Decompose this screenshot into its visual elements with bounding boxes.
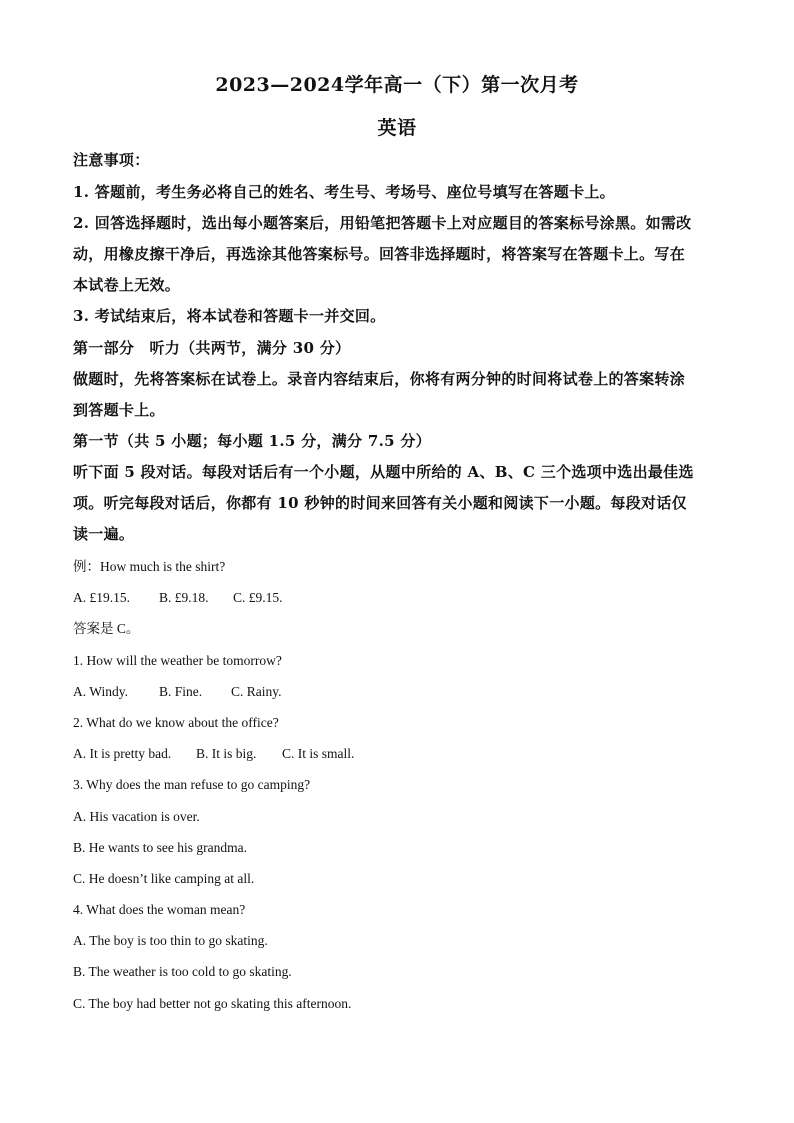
question-3-option-a: A. His vacation is over. — [73, 809, 200, 824]
question-2-option-c: C. It is small. — [282, 746, 355, 761]
question-1-option-b: B. Fine. — [159, 684, 203, 699]
example-option-c: C. £9.15. — [233, 590, 283, 605]
question-4-option-a: A. The boy is too thin to go skating. — [73, 933, 268, 948]
example-question: 例：How much is the shirt? — [73, 559, 226, 574]
question-2-option-b: B. It is big. — [196, 746, 257, 761]
question-3-option-b: B. He wants to see his grandma. — [73, 840, 247, 855]
question-4-option-c: C. The boy had better not go skating this afternoon. — [73, 996, 352, 1011]
notice-item-2-line-1: 2. 回答选择题时，选出每小题答案后，用铅笔把答题卡上对应题目的答案标号涂黑。如需改 — [73, 214, 692, 232]
question-1-option-c: C. Rainy. — [231, 684, 282, 699]
notice-heading: 注意事项： — [73, 151, 150, 169]
part1-instruction-line-1: 做题时，先将答案标在试卷上。录音内容结束后，你将有两分钟的时间将试卷上的答案转涂 — [73, 370, 686, 388]
question-1-option-a: A. Windy. — [73, 684, 128, 699]
question-2-options — [73, 744, 723, 764]
page-title: 2023—2024学年高一（下）第一次月考 — [215, 74, 579, 96]
section1-heading: 第一节（共 5 小题；每小题 1.5 分，满分 7.5 分） — [73, 432, 431, 450]
example-answer: 答案是 C。 — [73, 621, 140, 636]
notice-item-1: 1. 答题前，考生务必将自己的姓名、考生号、考场号、座位号填写在答题卡上。 — [73, 183, 615, 201]
example-option-a: A. £19.15. — [73, 590, 130, 605]
question-1-options — [73, 682, 723, 702]
example-options — [73, 588, 723, 608]
section1-instruction-line-3: 读一遍。 — [73, 525, 135, 543]
example-option-b: B. £9.18. — [159, 590, 209, 605]
section1-instruction-line-1: 听下面 5 段对话。每段对话后有一个小题，从题中所给的 A、B、C 三个选项中选出最佳选 — [73, 463, 694, 481]
question-3-option-c: C. He doesn’t like camping at all. — [73, 871, 255, 886]
question-4-option-b: B. The weather is too cold to go skating. — [73, 964, 292, 979]
notice-item-2-line-2: 动，用橡皮擦干净后，再选涂其他答案标号。回答非选择题时，将答案写在答题卡上。写在 — [73, 245, 686, 263]
question-1: 1. How will the weather be tomorrow? — [73, 653, 282, 668]
subject-title: 英语 — [377, 117, 417, 139]
question-4: 4. What does the woman mean? — [73, 902, 246, 917]
question-3: 3. Why does the man refuse to go camping? — [73, 777, 311, 792]
question-2-option-a: A. It is pretty bad. — [73, 746, 172, 761]
part1-heading: 第一部分 听力（共两节，满分 30 分） — [73, 339, 351, 357]
section1-instruction-line-2: 项。听完每段对话后，你都有 10 秒钟的时间来回答有关小题和阅读下一小题。每段对话仅 — [73, 494, 687, 512]
question-2: 2. What do we know about the office? — [73, 715, 279, 730]
notice-item-3: 3. 考试结束后，将本试卷和答题卡一并交回。 — [73, 307, 386, 325]
part1-instruction-line-2: 到答题卡上。 — [73, 401, 165, 419]
notice-item-2-line-3: 本试卷上无效。 — [73, 276, 181, 294]
